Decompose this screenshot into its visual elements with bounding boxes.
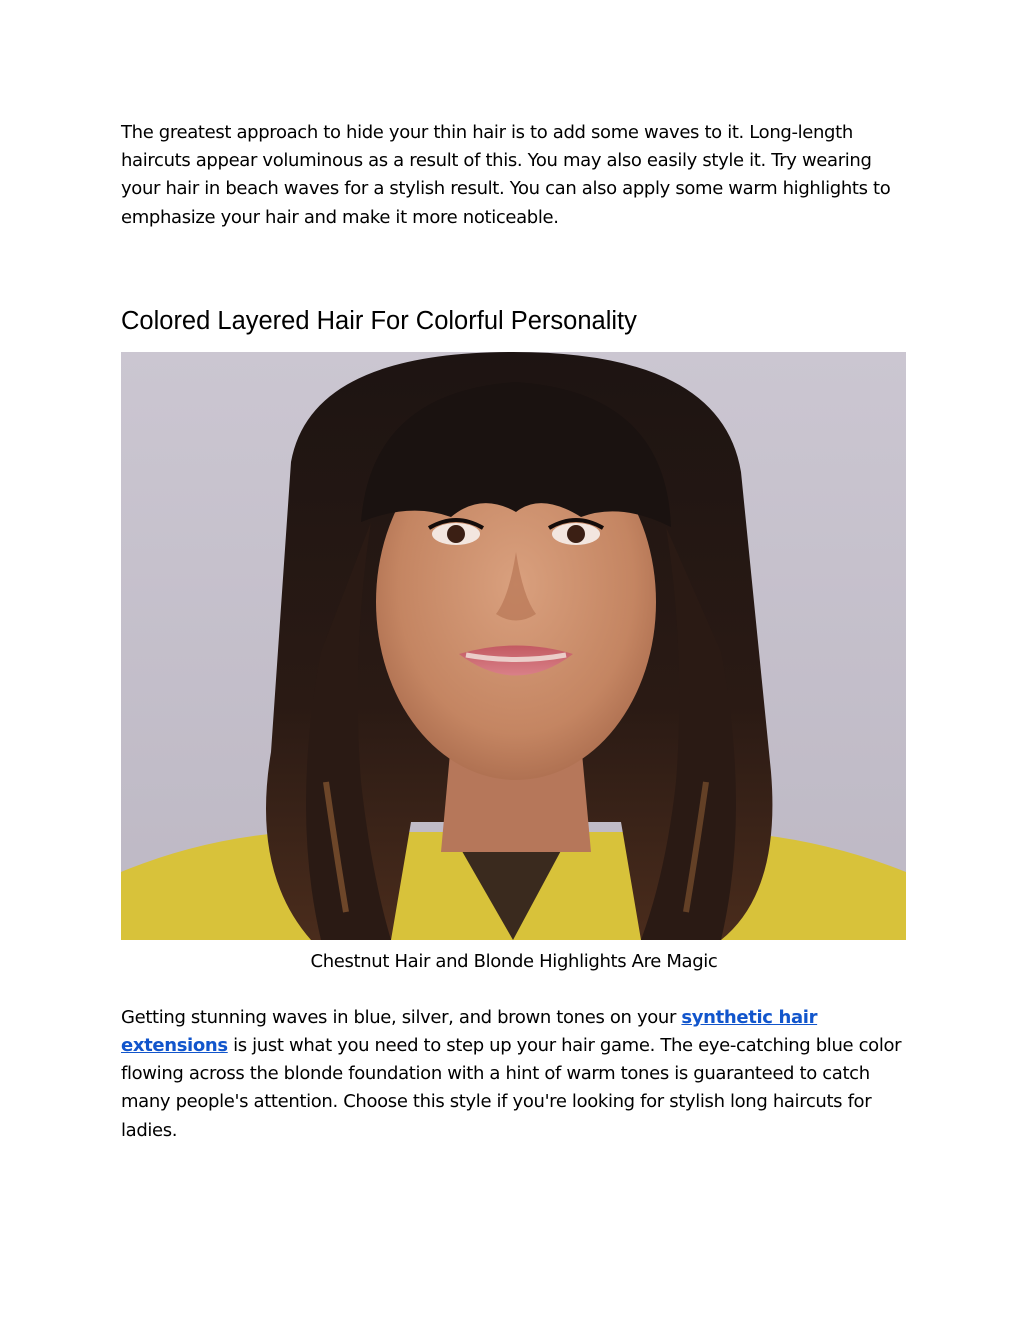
body-paragraph bbox=[121, 1004, 907, 1145]
paragraph-text-before-link: Getting stunning waves in blue, silver, and brown tones on your bbox=[121, 1006, 682, 1028]
synthetic-hair-extensions-link[interactable]: synthetic hair extensions bbox=[121, 1006, 818, 1057]
image-caption: Chestnut Hair and Blonde Highlights Are Magic bbox=[310, 950, 718, 972]
paragraph-text-after-link: is just what you need to step up your hair game. The eye-catching blue color flowing across the blonde foundation with a hint of warm tones is guaranteed to catch many people's attention. Choose this style if you're looking for stylish long haircuts for ladies. bbox=[121, 1035, 902, 1141]
document-page bbox=[121, 119, 907, 1145]
section-heading: Colored Layered Hair For Colorful Personality bbox=[121, 306, 637, 335]
intro-paragraph: The greatest approach to hide your thin hair is to add some waves to it. Long-length haircuts appear voluminous as a result of this. You may also easily style it. Try wearing your hair in beach waves for a stylish result. You can also apply some warm highlights to emphasize your hair and make it more noticeable. bbox=[121, 122, 891, 228]
portrait-photo bbox=[121, 352, 906, 940]
